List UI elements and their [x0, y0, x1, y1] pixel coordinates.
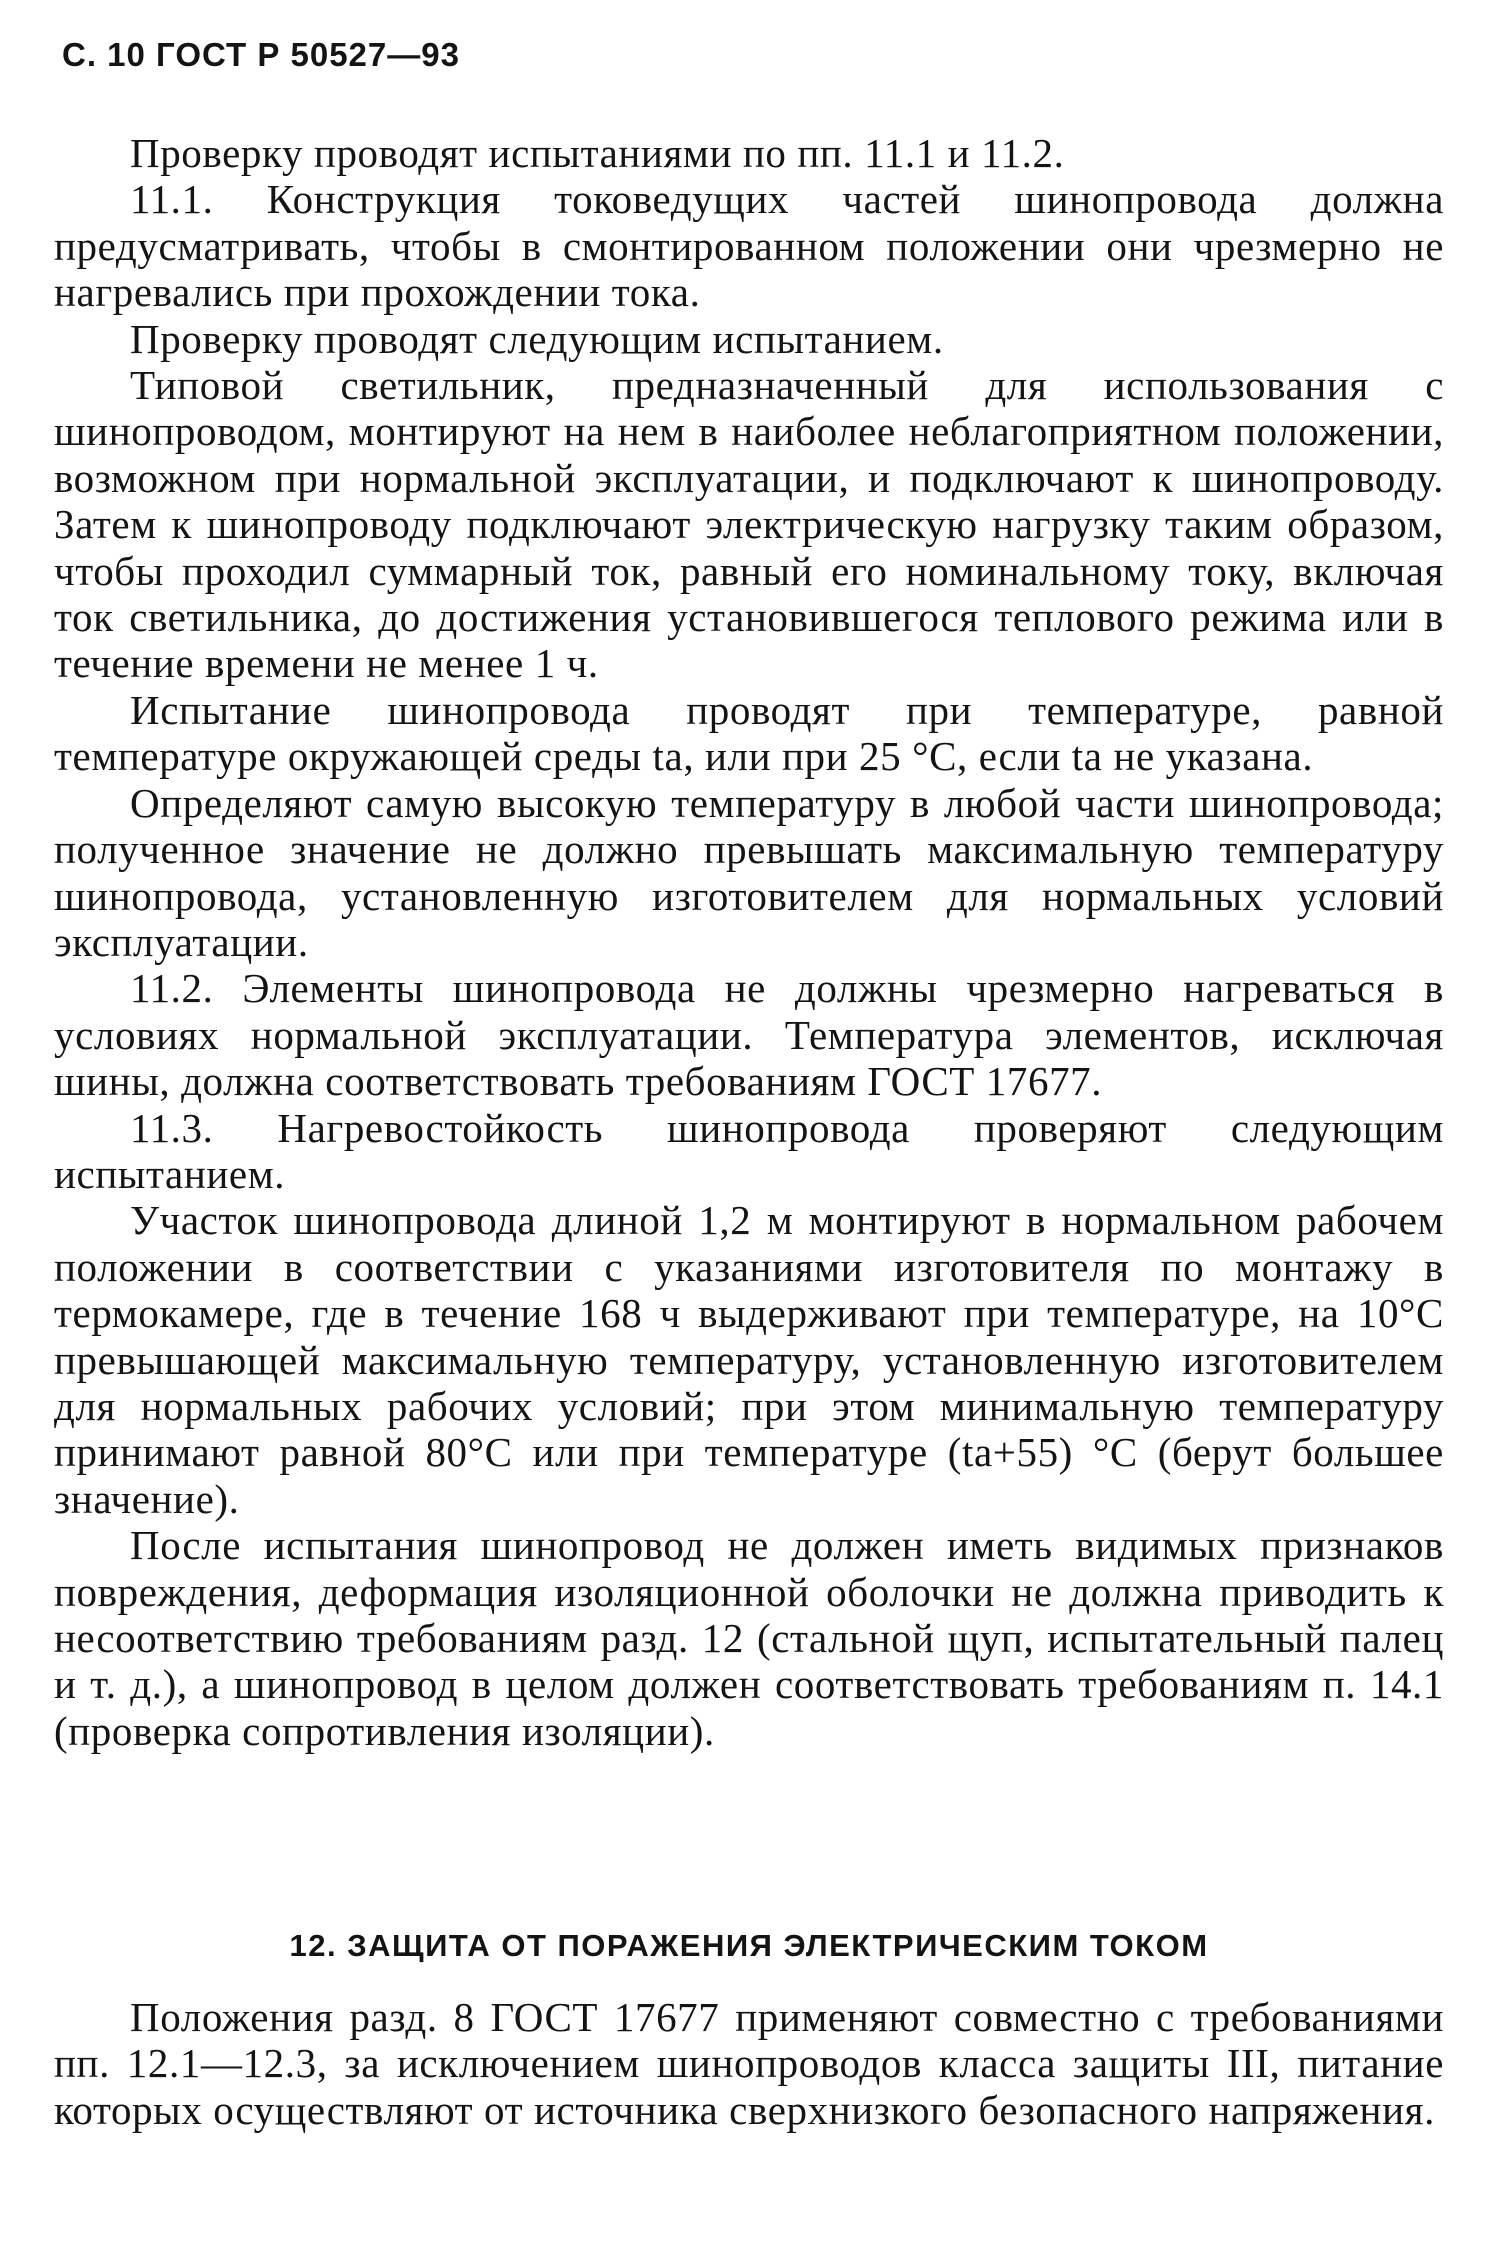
running-head: С. 10 ГОСТ Р 50527—93: [62, 36, 460, 73]
paragraph-luminaire-test: Типовой светильник, предназначенный для использования с шинопроводом, монтируют на нем в наиболее неблагоприятном положении, возможном при нормальной эксплуатации, и подключают к шинопроводу. Затем к шинопроводу подключают электрическую нагрузку таким образом, чтобы проходил суммарный ток, равный его номинальному току, включая ток светильника, до достижения установившегося теплового режима или в течение времени не менее 1 ч.: [54, 362, 1444, 687]
section-12-text: [54, 1994, 1444, 2133]
section-12-heading: 12. ЗАЩИТА ОТ ПОРАЖЕНИЯ ЭЛЕКТРИЧЕСКИМ ТОКОМ: [289, 1928, 1209, 1963]
paragraph-check-intro: Проверку проводят испытаниями по пп. 11.1 и 11.2.: [130, 130, 1065, 176]
paragraph-after-test: После испытания шинопровод не должен иметь видимых признаков повреждения, деформация изоляционной оболочки не должна приводить к несоответствию требованиям разд. 12 (стальной щуп, испытательный палец и т. д.), а шинопровод в целом должен соответствовать требованиям п. 14.1 (проверка сопротивления изоляции).: [54, 1522, 1444, 1754]
paragraph-section-12-intro: Положения разд. 8 ГОСТ 17677 применяют совместно с требованиями пп. 12.1—12.3, за исключением шинопроводов класса защиты III, питание которых осуществляют от источника сверхнизкого безопасного напряжения.: [54, 1994, 1444, 2133]
paragraph-11-1: 11.1. Конструкция токоведущих частей шинопровода должна предусматривать, чтобы в смонтированном положении они чрезмерно не нагревались при прохождении тока.: [54, 176, 1444, 316]
section-11-text: [54, 130, 1444, 1754]
paragraph-11-3: 11.3. Нагревостойкость шинопровода проверяют следующим испытанием.: [54, 1104, 1444, 1197]
paragraph-check-test: Проверку проводят следующим испытанием.: [130, 315, 944, 362]
paragraph-test-temperature: Испытание шинопровода проводят при температуре, равной температуре окружающей среды tа, или при 25 °С, если tа не указана.: [54, 686, 1444, 780]
paragraph-thermal-chamber: Участок шинопровода длиной 1,2 м монтируют в нормальном рабочем положении в соответствии с указаниями изготовителя по монтажу в термокамере, где в течение 168 ч выдерживают при температуре, на 10°С превышающей максимальную температуру, установленную изготовителем для нормальных рабочих условий; при этом минимальную температуру принимают равной 80°С или при температуре (tа+55) °С (берут большее значение).: [54, 1197, 1444, 1522]
paragraph-11-2: 11.2. Элементы шинопровода не должны чрезмерно нагреваться в условиях нормальной эксплуатации. Температура элементов, исключая шины, должна соответствовать требованиям ГОСТ 17677.: [54, 965, 1444, 1105]
paragraph-max-temperature: Определяют самую высокую температуру в любой части шинопровода; полученное значение не должно превышать максимальную температуру шинопровода, установленную изготовителем для нормальных условий эксплуатации.: [54, 779, 1444, 965]
